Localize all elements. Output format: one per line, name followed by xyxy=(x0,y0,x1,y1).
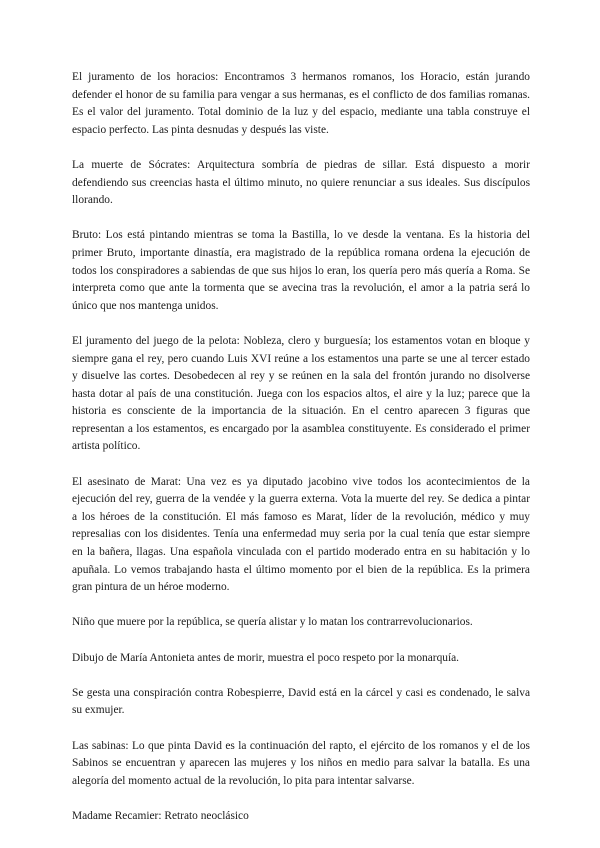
paragraph-recamier: Madame Recamier: Retrato neoclásico xyxy=(72,809,249,822)
paragraph-nino: Niño que muere por la república, se quería alistar y lo matan los contrarrevolucionarios. xyxy=(72,616,473,629)
paragraph-bruto: Bruto: Los está pintando mientras se toma la Bastilla, lo ve desde la ventana. Es la historia del primer Bruto, importante dinastía, era magistrado de la república romana ordena la ejecución de todos los conspiradores a sabiendas de que sus hijos lo eran, los quería pero más quería a Roma. Se interpreta como que ante la tormenta que se avecina tras la revolución, el amor a la patria será lo único que nos mantenga unidos. xyxy=(72,229,530,312)
paragraph-horacios: El juramento de los horacios: Encontramos 3 hermanos romanos, los Horacio, están jurando defender el honor de su familia para vengar a sus hermanas, es el conflicto de dos familias romanas. Es el valor del juramento. Total dominio de la luz y del espacio, mediante una tabla construye el espacio perfecto. Las pinta desnudas y después las viste. xyxy=(72,71,530,136)
paragraph-maria-antonieta: Dibujo de María Antonieta antes de morir, muestra el poco respeto por la monarquía. xyxy=(72,651,460,664)
paragraph-juego-pelota: El juramento del juego de la pelota: Nobleza, clero y burguesía; los estamentos votan en bloque y siempre gana el rey, pero cuando Luis XVI reúne a los estamentos una parte se une al tercer estado y disuelve las cortes. Desobedecen al rey y se reúnen en la sala del frontón jurando no disolverse hasta dotar al país de una constitución. Juega con los espacios altos, el aire y la luz; parece que la historia es consciente de la importancia de la situación. En el centro aparecen 3 figuras que representan a los estamentos, es encargado por la asamblea constituyente. Es considerado el primer artista político. xyxy=(72,334,530,453)
document-body xyxy=(72,69,530,843)
paragraph-sabinas: Las sabinas: Lo que pinta David es la continuación del rapto, el ejército de los romanos y el de los Sabinos se encuentran y aparecen las mujeres y los niños en medio para salvar la batalla. Es una alegoría del momento actual de la revolución, lo pita para intentar salvarse. xyxy=(72,739,530,787)
paragraph-marat: El asesinato de Marat: Una vez es ya diputado jacobino vive todos los acontecimientos de la ejecución del rey, guerra de la vendée y la guerra externa. Vota la muerte del rey. Se dedica a pintar a los héroes de la constitución. El más famoso es Marat, líder de la revolución, médico y muy represalias con los disidentes. Tenía una enfermedad muy seria por la cual tenía que estar siempre en la bañera, llagas. Una española vinculada con el partido moderado entra en su habitación y lo apuñala. Lo vemos trabajando hasta el último momento por el bien de la república. Es la primera gran pintura de un héroe moderno. xyxy=(72,475,530,594)
paragraph-robespierre: Se gesta una conspiración contra Robespierre, David está en la cárcel y casi es condenado, le salva su exmujer. xyxy=(72,686,530,717)
paragraph-socrates: La muerte de Sócrates: Arquitectura sombría de piedras de sillar. Está dispuesto a morir defendiendo sus creencias hasta el último minuto, no quiere renunciar a sus ideales. Sus discípulos llorando. xyxy=(72,158,530,207)
